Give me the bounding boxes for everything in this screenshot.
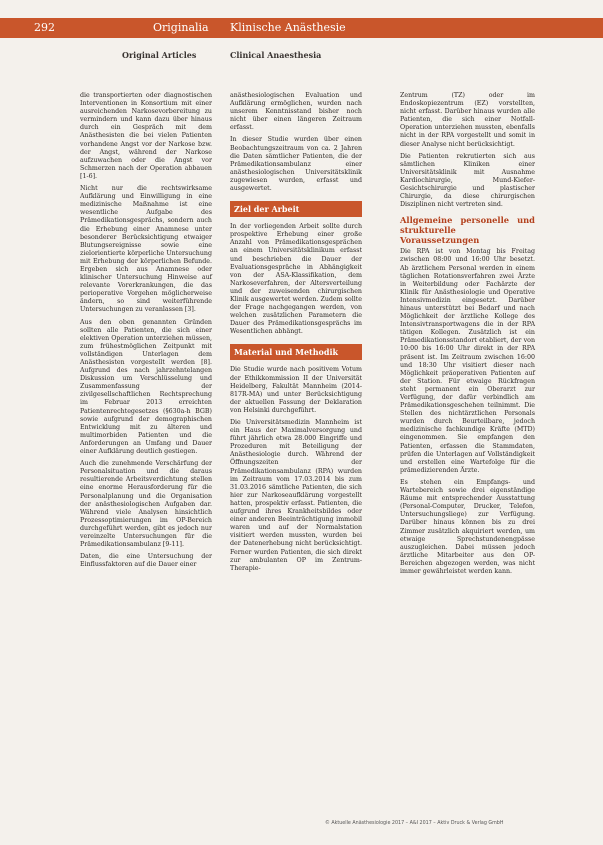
paragraph: die transportierten oder diagnostischen Interventionen in Konsortium mit einer ausreichenden Narkosevorbereitung zu vermindern und kann dazu über hinaus durch ein Gespräch mit dem Anästhesisten die bei vielen Patienten vorhandene Angst vor der Narkose bzw. der Angst, während der Narkose aufzuwachen oder die Angst vor Schmerzen nach der Operation abbauen [1-6]. <box>80 92 212 180</box>
paragraph: Die Patienten rekrutierten sich aus sämtlichen Kliniken einer Universitätsklinik mit Ausnahme Kardiochirurgie, Mund-Kiefer-Gesichtschirurgie und plastischer Chirurgie, da diese chirurgischen Disziplinen nicht vertreten sind. <box>400 152 535 209</box>
subject-title: Klinische Anästhesie <box>230 21 346 34</box>
page-number: 292 <box>34 21 55 34</box>
paragraph: Daten, die eine Untersuchung der Einflussfaktoren auf die Dauer einer <box>80 553 212 569</box>
section-heading-aims: Ziel der Arbeit <box>230 201 362 217</box>
paragraph: Zentrum (TZ) oder im Endoskopiezentrum (EZ) vorstellten, nicht erfasst. Darüber hinaus wurden alle Patienten, die sich einer Notfall-Operation unterziehen mussten, ebenfalls nicht in der RPA vorgestellt und somit in dieser Analyse nicht berücksichtigt. <box>400 92 535 148</box>
paragraph: Die Studie wurde nach positivem Votum der Ethikkommission II der Universität Heidelberg, Fakultät Mannheim (2014-817R-MA) und unter Berücksichtigung der aktuellen Fassung der Deklaration von Helsinki durchgeführt. <box>230 366 362 414</box>
section-heading-requirements: Allgemeine personelle und strukturelle Voraussetzungen <box>400 215 535 246</box>
paragraph: Es stehen ein Empfangs- und Wartebereich sowie drei eigenständige Räume mit entsprechender Ausstattung (Personal-Computer, Drucker, Telefon, Untersuchungsliege) zur Verfügung. Darüber hinaus können bis zu drei Zimmer zusätzlich akquiriert werden, um etwaige Sprechstundenengpässe auszugleichen. Dabei müssen jedoch ärztliche Mitarbeiter aus den OP-Bereichen abgezogen werden, was nicht immer gewährleistet werden kann. <box>400 478 535 575</box>
paragraph: anästhesiologischen Evaluation und Aufklärung ermöglichen, wurden nach unserem Kenntnisstand bisher noch nicht über einen längeren Zeitraum erfasst. <box>230 92 362 132</box>
text-column-1 <box>80 92 212 573</box>
text-column-2 <box>230 92 362 577</box>
paragraph: Nicht nur die rechtswirksame Aufklärung und Einwilligung in eine medizinische Maßnahme ist eine wesentliche Aufgabe des Prämedikationsgesprächs, sondern auch die Erhebung einer Anamnese unter besonderer Berücksichtigung etwaiger Blutungsereignisse sowie eine zielorientierte körperliche Untersuchung mit Erhebung der körperlichen Befunde. Ergeben sich aus Anamnese oder klinischer Untersuchung Hinweise auf relevante Vorerkrankungen, die das perioperative Vorgehen möglicherweise ändern, so sind weiterführende Untersuchungen zu veranlassen [3]. <box>80 185 212 314</box>
subject-subtitle-en: Clinical Anaesthesia <box>230 50 322 60</box>
paragraph: Die Universitätsmedizin Mannheim ist ein Haus der Maximalversorgung und führt jährlich etwa 28.000 Eingriffe und Prozeduren mit Beteiligung der Anästhesiologie durch. Während der Öffnungszeiten der Prämedikationsambulanz (RPA) wurden im Zeitraum vom 17.03.2014 bis zum 31.03.2016 sämtliche Patienten, die sich hier zur Narkoseaufklärung vorgestellt hatten, prospektiv erfasst. Patienten, die aufgrund ihres Krankheitsbildes oder einer anderen Beeinträchtigung immobil waren und auf der Normalstation visitiert werden mussten, wurden bei der Datenerhebung nicht berücksichtigt. Ferner wurden Patienten, die sich direkt zur ambulanten OP im Zentrum-Therapie- <box>230 419 362 572</box>
paragraph: In dieser Studie wurden über einen Beobachtungszeitraum von ca. 2 Jahren die Daten sämtlicher Patienten, die der Prämedikationsambulanz einer anästhesiologischen Universitätsklinik zugewiesen wurden, erfasst und ausgewertet. <box>230 136 362 193</box>
paragraph: Die RPA ist von Montag bis Freitag zwischen 08:00 und 16:00 Uhr besetzt. Ab ärztlichem Personal werden in einem täglichen Rotationsverfahren zwei Ärzte in Weiterbildung oder Fachärzte der Klinik für Anästhesiologie und Operative Intensivmedizin eingesetzt. Darüber hinaus unterstützt bei Bedarf und nach Möglichkeit der ärztliche Kollege des Intensivtransportwagens die in der RPA tätigen Kollegen. Zusätzlich ist ein Prämedikationsstandort etabliert, der von 10:00 bis 16:00 Uhr direkt in der RPA präsent ist. Im Zeitraum zwischen 16:00 und 18:30 Uhr visitiert dieser nach Möglichkeit präoperativen Patienten auf der Station. Für etwaige Rückfragen steht permanent ein Oberarzt zur Verfügung, der dafür verbindlich am Prämedikationsgeschehen teilnimmt. Die Stellen des nichtärztlichen Personals wurden durch Beurteilbare, jedoch medizinische fachkundige Kräfte (MTD) eingenommen. Sie empfangen den Patienten, erfassen die Stammdaten, prüfen die Unterlagen auf Vollständigkeit und erstellen eine Wartefolge für die prämedizierenden Ärzte. <box>400 248 535 474</box>
text-column-3 <box>400 92 535 580</box>
paragraph: Aus den oben genannten Gründen sollten alle Patienten, die sich einer elektiven Operation unterziehen müssen, zum frühestmöglichen Zeitpunkt mit vollständigen Unterlagen dem Anästhesisten vorgestellt werden [8]. Aufgrund des nach jahrzehntelangen Diskussion um Verschlüsselung und Zusammenfassung der zivilgesellschaftlichen Rechtsprechung im Februar 2013 erreichten Patientenrechtegesetzes (§630a-h BGB) sowie aufgrund der demographischen Entwicklung mit zu älteren und multimorbiden Patienten und die Anforderungen an Umfang und Dauer einer Aufklärung deutlich gestiegen. <box>80 318 212 456</box>
paragraph: In der vorliegenden Arbeit sollte durch prospektive Erhebung einer große Anzahl von Prämedikationsgesprächen an einem Universitätsklinikum erfasst und beschrieben die Dauer der Evaluationsgespräche in Abhängigkeit von der ASA-Klassifikation, dem Narkoseverfahren, der Altersverteilung und der zuweisenden chirurgischen Klinik ausgewertet werden. Zudem sollte der Frage nachgegangen werden, von welchen zusätzlichen Parametern die Dauer des Prämedikationsgesprächs im Wesentlichen abhängt. <box>230 223 362 336</box>
page-footer-copyright: © Aktuelle Anästhesiologie 2017 – A&I 2017 – Aktiv Druck & Verlag GmbH <box>325 821 504 826</box>
paragraph: Auch die zunehmende Verschärfung der Personalsituation und die daraus resultierende Arbeitsverdichtung stellen eine enorme Herausforderung für die Personalplanung und die Organisation der anästhesiologischen Aufgaben dar. Während viele Analysen hinsichtlich Prozessoptimierungen im OP-Bereich durchgeführt werden, gibt es jedoch nur vereinzelte Untersuchungen für die Prämedikationsambulanz [9-11]. <box>80 460 212 549</box>
section-subtitle-en: Original Articles <box>122 50 197 60</box>
page-header-bar <box>0 18 603 38</box>
section-title: Originalia <box>153 21 209 34</box>
section-heading-methods: Material und Methodik <box>230 344 362 360</box>
